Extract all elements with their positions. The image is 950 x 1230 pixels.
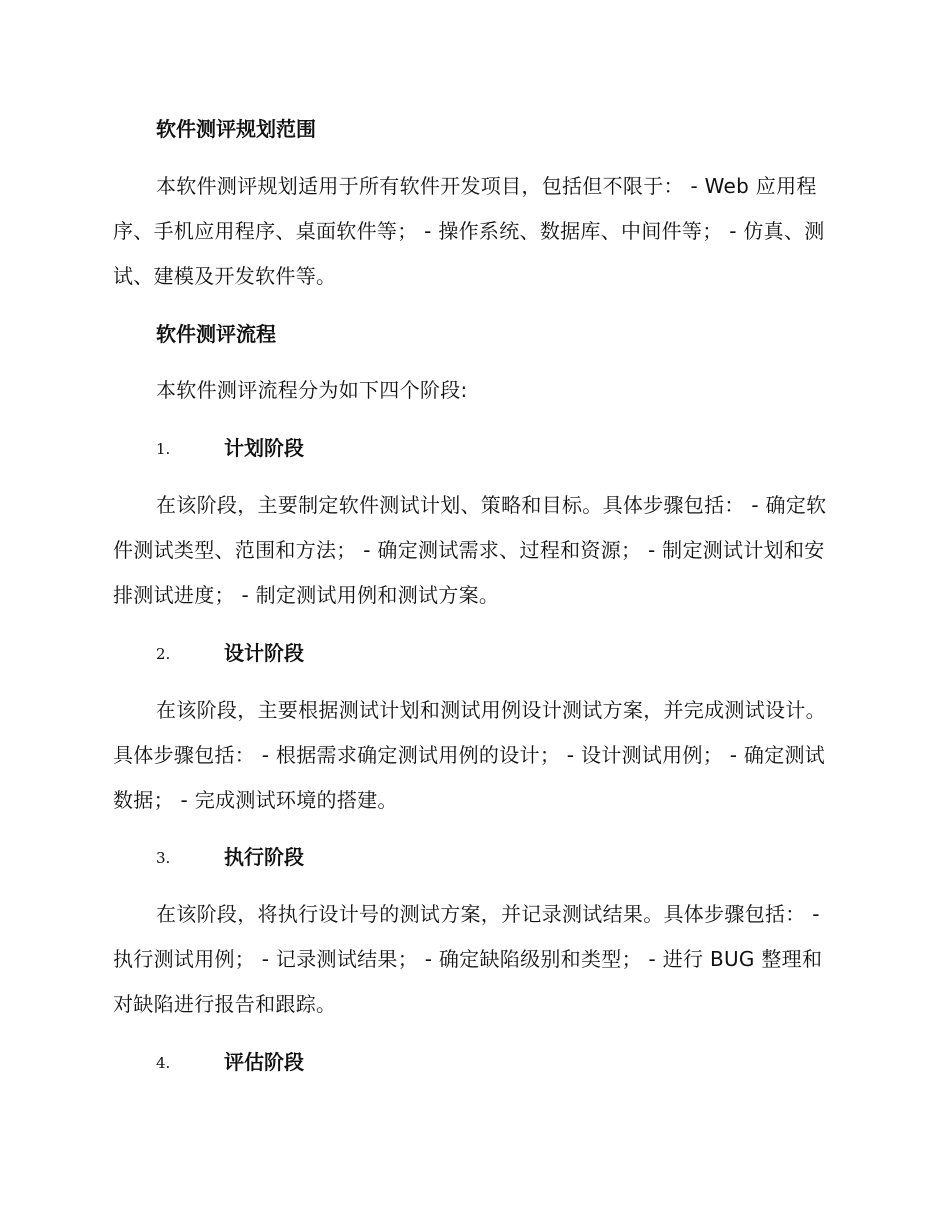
- stage-3-title: 执行阶段: [224, 845, 304, 869]
- stage-1-title: 计划阶段: [224, 436, 304, 460]
- stage-3-paragraph: 在该阶段，将执行设计号的测试方案，并记录测试结果。具体步骤包括： - 执行测试用例； - 记录测试结果； - 确定缺陷级别和类型； - 进行 BUG 整理和对缺陷进行报告和跟踪。: [113, 902, 823, 1016]
- section-heading-scope: 软件测评规划范围: [156, 117, 316, 141]
- paragraph-process-intro: 本软件测评流程分为如下四个阶段:: [156, 378, 468, 402]
- stage-2-number: 2.: [156, 645, 171, 663]
- section-heading-process: 软件测评流程: [156, 322, 276, 346]
- stage-3-number: 3.: [156, 849, 171, 867]
- paragraph-scope: 本软件测评规划适用于所有软件开发项目，包括但不限于： - Web 应用程序、手机应用程序、桌面软件等； - 操作系统、数据库、中间件等； - 仿真、测试、建模及开发软件等。: [113, 174, 825, 288]
- stage-4-title: 评估阶段: [224, 1050, 304, 1074]
- stage-1-number: 1.: [156, 440, 171, 458]
- stage-2-title: 设计阶段: [224, 641, 304, 665]
- stage-2-paragraph: 在该阶段，主要根据测试计划和测试用例设计测试方案，并完成测试设计。具体步骤包括： - 根据需求确定测试用例的设计； - 设计测试用例； - 确定测试数据； - 完成测试环境的搭建。: [113, 698, 826, 812]
- stage-4-number: 4.: [156, 1054, 171, 1072]
- stage-1-paragraph: 在该阶段，主要制定软件测试计划、策略和目标。具体步骤包括： - 确定软件测试类型、范围和方法； - 确定测试需求、过程和资源； - 制定测试计划和安排测试进度； - 制定测试用例和测试方案。: [113, 493, 827, 607]
